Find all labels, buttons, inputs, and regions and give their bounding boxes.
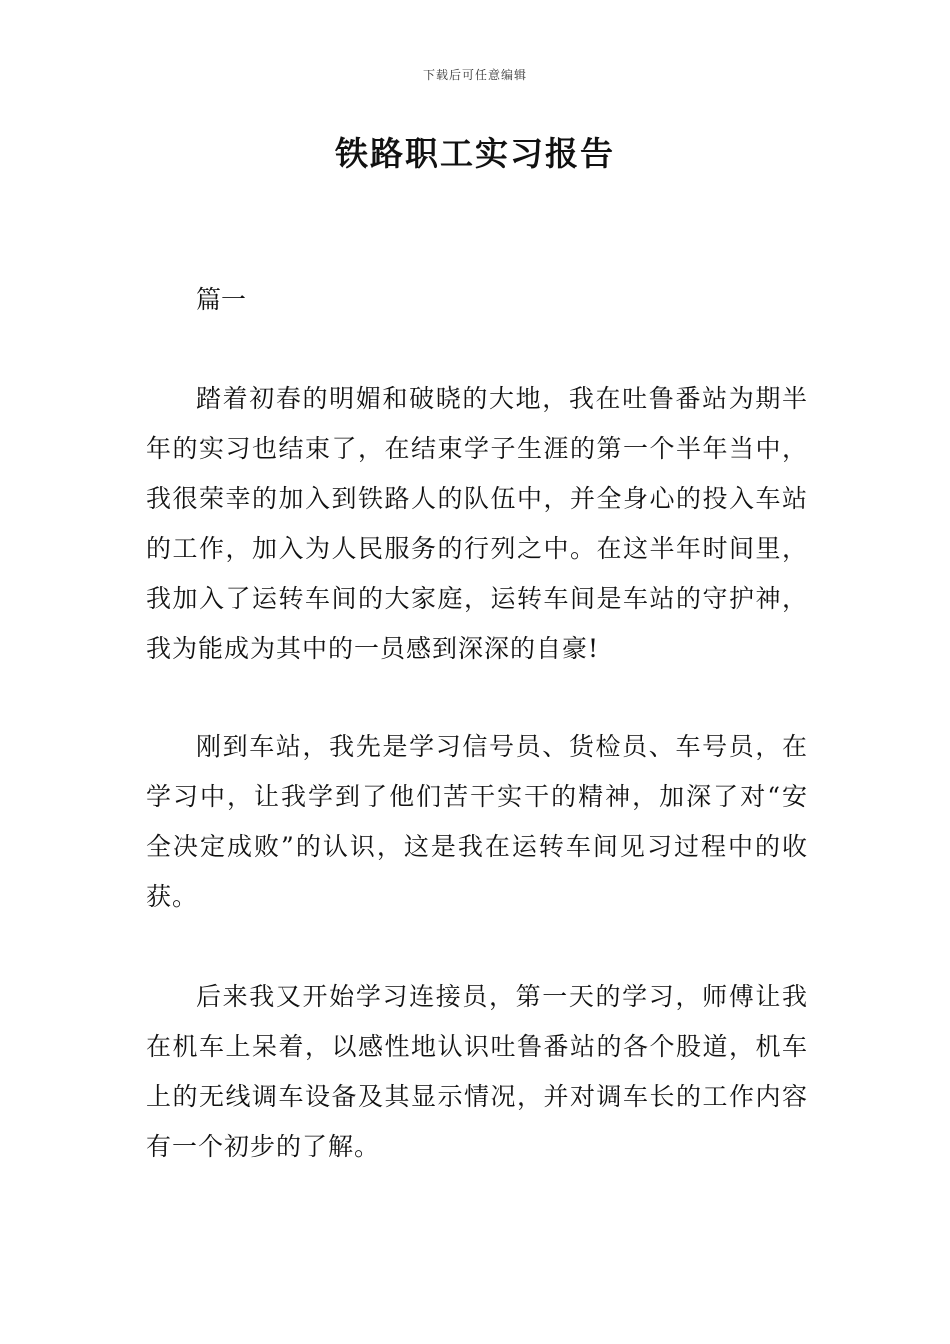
paragraph-2: 刚到车站，我先是学习信号员、货检员、车号员，在学习中，让我学到了他们苦干实干的精神，加深了对“安全决定成败”的认识，这是我在运转车间见习过程中的收获。 <box>146 732 808 911</box>
section-label: 篇一 <box>196 285 247 314</box>
document-title: 铁路职工实习报告 <box>335 134 615 173</box>
header-note: 下载后可任意编辑 <box>422 68 527 82</box>
paragraph-1: 踏着初春的明媚和破晓的大地，我在吐鲁番站为期半年的实习也结束了，在结束学子生涯的第一个半年当中，我很荣幸的加入到铁路人的队伍中，并全身心的投入车站的工作，加入为人民服务的行列之中。在这半年时间里，我加入了运转车间的大家庭，运转车间是车站的守护神，我为能成为其中的一员感到深深的自豪! <box>146 384 808 663</box>
paragraph-3: 后来我又开始学习连接员，第一天的学习，师傅让我在机车上呆着，以感性地认识吐鲁番站的各个股道，机车上的无线调车设备及其显示情况，并对调车长的工作内容有一个初步的了解。 <box>146 982 808 1161</box>
